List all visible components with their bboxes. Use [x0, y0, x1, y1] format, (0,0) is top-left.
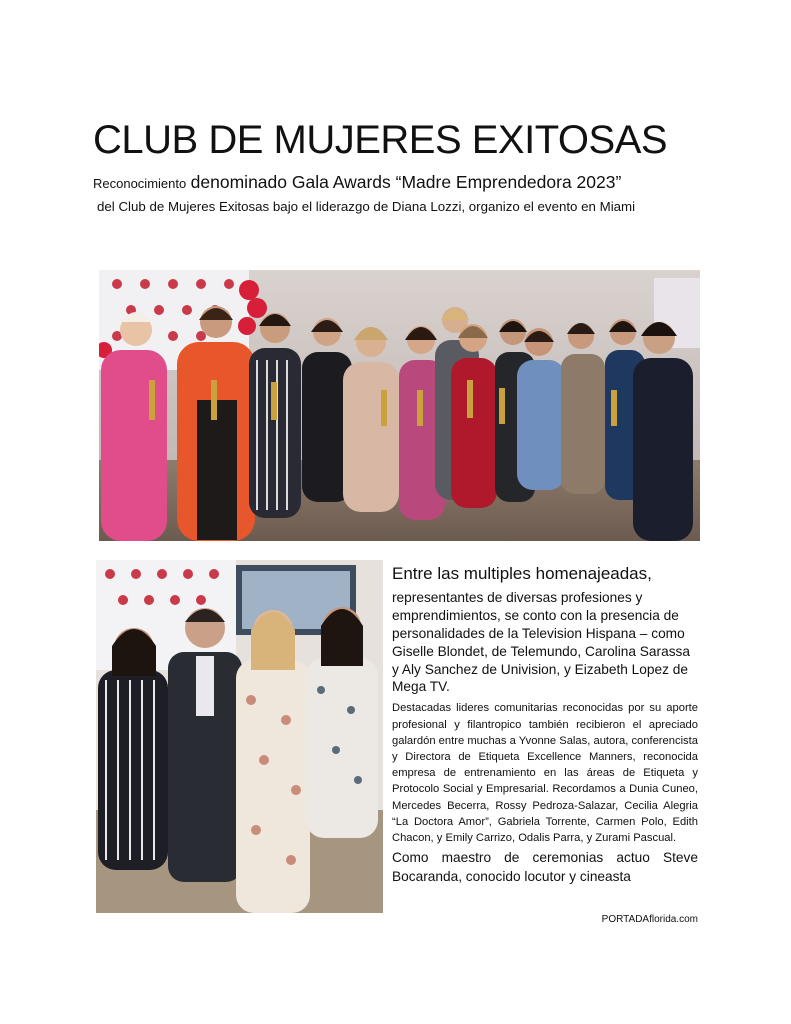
subtitle-emphasis: denominado Gala Awards “Madre Emprendedora 2023”: [190, 172, 622, 192]
article-heading-punct: ,: [647, 564, 652, 583]
subtitle-line2: del Club de Mujeres Exitosas bajo el liderazgo de Diana Lozzi, organizo el evento en Miami: [97, 199, 636, 214]
article-heading: [392, 564, 698, 584]
subtitle-lead: Reconocimiento: [93, 176, 187, 191]
page-title: CLUB DE MUJERES EXITOSAS: [93, 118, 668, 162]
article-paragraph-2: Destacadas lideres comunitarias reconocidas por su aporte profesional y filantropico también recibieron el apreciado galardón entre muchas a Yvonne Salas, autora, conferencista y Directora de Etiqueta Excellence Manners, reconocida empresa de entrenamiento en las áreas de Etiqueta y Protocolo Social y Empresarial. Recordamos a Dunia Cuneo, Mercedes Becerra, Rossy Pedroza-Salazar, Cecilia Alegria “La Doctora Amor”, Gabriela Torrente, Carmen Polo, Edith Chacon, y Emily Carrizo, Odalis Parra, y Zurami Pascual.: [392, 702, 698, 845]
four-people-photo-image: [96, 560, 383, 913]
article-paragraph-3: Como maestro de ceremonias actuo Steve Bocaranda, conocido locutor y cineasta: [392, 850, 698, 884]
article: [392, 564, 698, 886]
four-people-photo: [96, 560, 383, 913]
article-heading-text: Entre las multiples homenajeadas: [392, 564, 648, 583]
group-photo-image: [99, 270, 700, 541]
footer-source: PORTADAflorida.com: [601, 914, 698, 925]
subtitle: [93, 172, 621, 193]
group-photo: [99, 270, 700, 541]
article-paragraph-1: representantes de diversas profesiones y emprendimientos, se conto con la presencia de personalidades de la Television Hispana – como Giselle Blondet, de Telemundo, Carolina Sarassa y Aly Sanchez de Univision, y Eizabeth Lopez de Mega TV.: [392, 590, 691, 695]
